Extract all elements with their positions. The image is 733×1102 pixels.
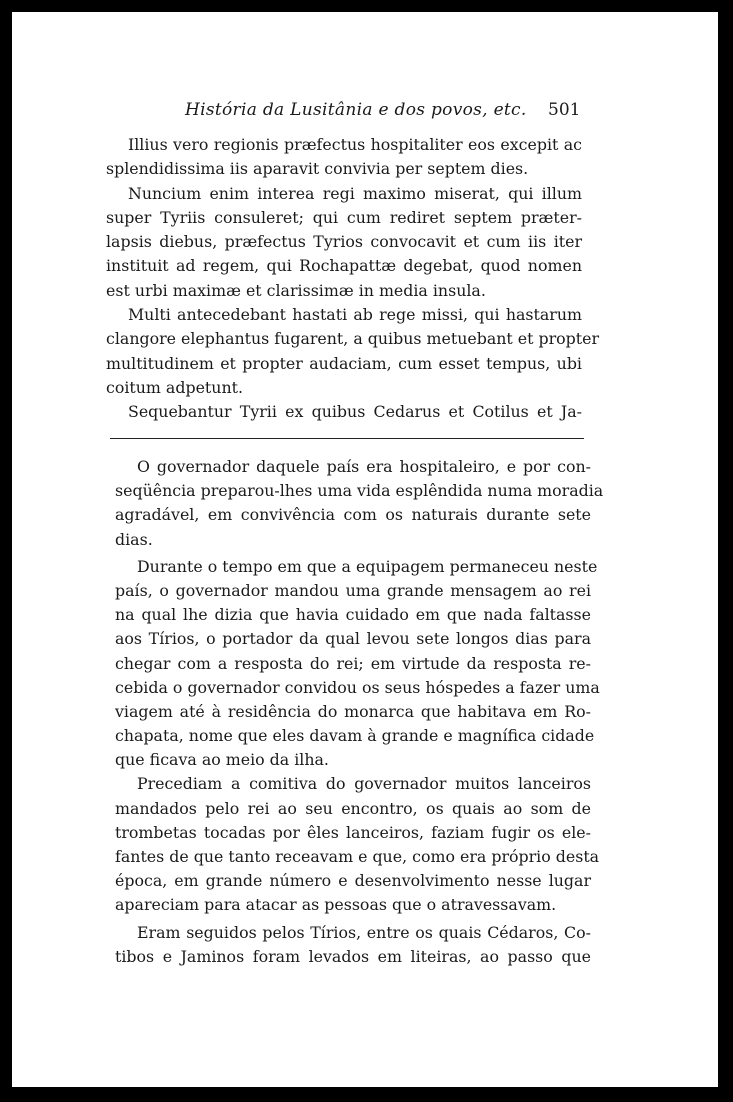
- translation-line: chapata, nome que eles davam à grande e magnífica cidade: [115, 726, 595, 746]
- translation-line: cebida o governador convidou os seus hóspedes a fazer uma: [115, 677, 600, 697]
- translation-line: país, o governador mandou uma grande mensagem ao rei: [115, 580, 591, 600]
- translation-line: chegar com a resposta do rei; em virtude da resposta re-: [115, 653, 591, 673]
- running-title: História da Lusitânia e dos povos, etc.: [185, 100, 527, 120]
- latin-line: super Tyriis consuleret; qui cum rediret septem præter-: [106, 207, 582, 227]
- latin-line: Multi antecedebant hastati ab rege missi, qui hastarum: [128, 305, 582, 325]
- book-page: [12, 12, 718, 1087]
- translation-line: Eram seguidos pelos Tírios, entre os quais Cédaros, Co-: [137, 922, 591, 942]
- page-number: 501: [548, 100, 581, 120]
- portuguese-translation: [115, 455, 604, 969]
- translation-line: apareciam para atacar as pessoas que o atravessavam.: [115, 895, 557, 915]
- translation-line: seqüência preparou-lhes uma vida esplêndida numa moradia: [115, 481, 604, 501]
- translation-line: na qual lhe dizia que havia cuidado em que nada faltasse: [115, 605, 591, 625]
- latin-line: lapsis diebus, præfectus Tyrios convocavit et cum iis iter: [106, 232, 582, 252]
- latin-line: Nuncium enim interea regi maximo miserat, qui illum: [128, 183, 582, 203]
- latin-line: est urbi maximæ et clarissimæ in media insula.: [106, 280, 486, 300]
- translation-line: agradável, em convivência com os naturais durante sete: [115, 505, 591, 525]
- translation-line: aos Tírios, o portador da qual levou sete longos dias para: [115, 629, 591, 649]
- latin-text: [106, 133, 600, 425]
- translation-line: mandados pelo rei ao seu encontro, os quais ao som de: [115, 798, 591, 818]
- translation-line: Durante o tempo em que a equipagem permaneceu neste: [137, 556, 598, 576]
- latin-line: clangore elephantus fugarent, a quibus metuebant et propter: [106, 329, 600, 349]
- translation-line: tibos e Jaminos foram levados em liteiras, ao passo que: [115, 946, 591, 966]
- latin-line: Sequebantur Tyrii ex quibus Cedarus et Cotilus et Ja-: [128, 402, 582, 422]
- translation-line: dias.: [115, 529, 153, 549]
- translation-line: viagem até à residência do monarca que habitava em Ro-: [115, 701, 591, 721]
- latin-line: instituit ad regem, qui Rochapattæ degebat, quod nomen: [106, 256, 582, 276]
- latin-line: multitudinem et propter audaciam, cum esset tempus, ubi: [106, 353, 582, 373]
- page-header: [12, 100, 718, 124]
- latin-line: splendidissima iis aparavit convivia per septem dies.: [106, 159, 529, 179]
- latin-line: Illius vero regionis præfectus hospitaliter eos excepit ac: [128, 135, 582, 154]
- translation-line: que ficava ao meio da ilha.: [115, 750, 329, 770]
- translation-line: Precediam a comitiva do governador muitos lanceiros: [137, 774, 591, 794]
- footnote-divider: [110, 438, 584, 439]
- translation-line: trombetas tocadas por êles lanceiros, faziam fugir os ele-: [115, 822, 591, 842]
- latin-line: coitum adpetunt.: [106, 377, 243, 397]
- translation-line: fantes de que tanto receavam e que, como era próprio desta: [115, 847, 600, 866]
- translation-line: O governador daquele país era hospitaleiro, e por con-: [137, 457, 591, 476]
- translation-line: época, em grande número e desenvolvimento nesse lugar: [115, 871, 591, 891]
